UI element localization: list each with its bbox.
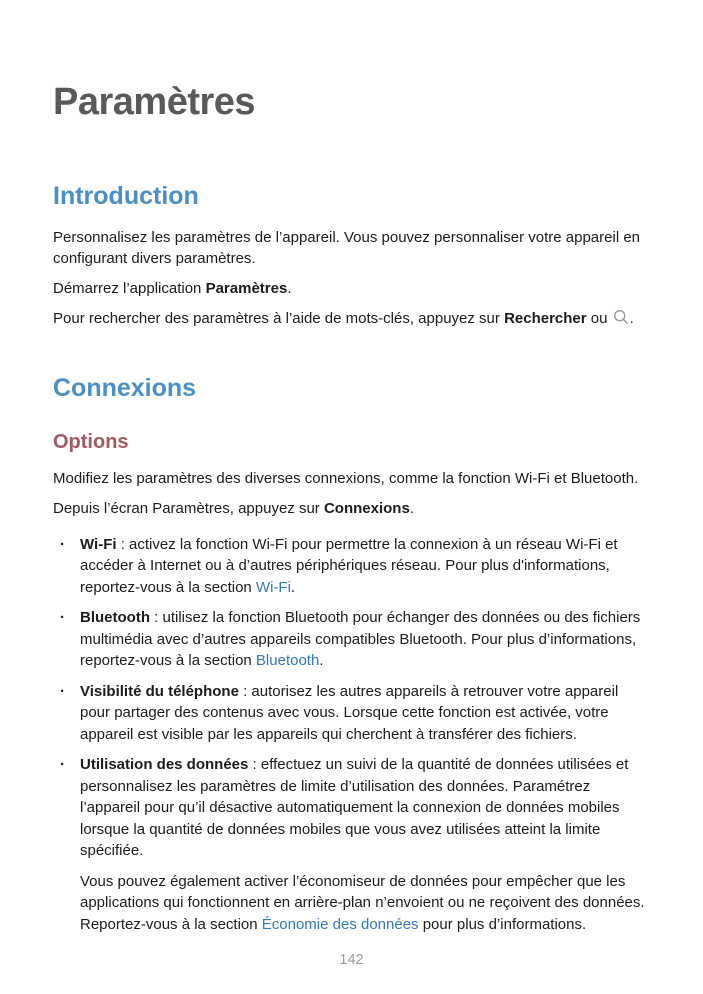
options-bullet-list — [53, 534, 650, 936]
options-paragraph-2: Depuis l’écran Paramètres, appuyez sur Connexions. — [53, 500, 414, 518]
list-item-utilisation-donnees — [53, 754, 650, 935]
intro-paragraph-2: Démarrez l’application Paramètres. — [53, 280, 292, 298]
options-paragraph-1: Modifiez les paramètres des diverses connexions, comme la fonction Wi-Fi et Bluetooth. — [53, 470, 639, 488]
section-heading-connexions: Connexions — [53, 373, 197, 402]
bold-rechercher-label: Rechercher — [504, 310, 587, 328]
bullet-term-bluetooth: Bluetooth — [80, 609, 150, 627]
section-heading-introduction: Introduction — [53, 181, 199, 210]
magnifier-icon — [613, 309, 629, 325]
bullet-term-wifi: Wi-Fi — [80, 535, 117, 553]
page-title: Paramètres — [53, 81, 256, 123]
list-item-wifi: · Wi-Fi : activez la fonction Wi-Fi pour permettre la connexion à un réseau Wi-Fi et accéder à Internet ou à d’autres périphériques réseau. Pour plus d'informations, reportez-vous à la section Wi-Fi. — [60, 535, 618, 596]
bold-paramétres-label: Paramètres — [205, 280, 288, 298]
bullet-term-utilisation: Utilisation des données — [80, 756, 249, 774]
utilisation-paragraph-2: Vous pouvez également activer l’économiseur de données pour empêcher que les applications qui fonctionnent en arrière-plan n’envoient ou ne reçoivent des données. Reportez-vous à la section Économie des données pour plus d’informations. — [80, 872, 645, 933]
intro-paragraph-3: Pour rechercher des paramètres à l’aide de mots-clés, appuyez sur Rechercher ou . — [53, 310, 634, 328]
bullet-term-visibilite: Visibilité du téléphone — [80, 682, 239, 700]
bold-connexions-label: Connexions — [323, 500, 410, 518]
bullet-marker: · — [60, 535, 65, 553]
bullet-marker: · — [60, 609, 65, 627]
subsection-heading-options: Options — [53, 431, 129, 454]
bullet-marker: · — [60, 756, 65, 774]
utilisation-paragraph-1: Utilisation des données : effectuez un suivi de la quantité de données utilisées et personnalisez les paramètres de limite d’utilisation des données. Paramétrez l’appareil pour qu’il désactive automatiquement la connexion de données mobiles lorsque la quantité de données mobiles que vous avez utilisées atteint la limite spécifiée. — [80, 756, 629, 860]
intro-paragraph-1: Personnalisez les paramètres de l’appareil. Vous pouvez personnaliser votre appareil en configurant divers paramètres. — [53, 228, 641, 268]
bluetooth-section-link[interactable]: Bluetooth — [255, 652, 320, 670]
economie-donnees-section-link[interactable]: Économie des données — [261, 915, 419, 933]
page-number: 142 — [339, 952, 364, 968]
list-item-bluetooth: · Bluetooth : utilisez la fonction Bluetooth pour échanger des données ou des fichiers multimédia avec d’autres appareils compatibles Bluetooth. Pour plus d’informations, reportez-vous à la section Bluetooth. — [60, 609, 641, 670]
wifi-section-link[interactable]: Wi-Fi — [255, 578, 291, 596]
bullet-marker: · — [60, 682, 65, 700]
list-item-visibilite: · Visibilité du téléphone : autorisez les autres appareils à retrouver votre appareil pour partager des contenus avec vous. Lorsque cette fonction est activée, votre appareil est visible par les appareils qui cherchent à transférer des fichiers. — [60, 682, 619, 743]
